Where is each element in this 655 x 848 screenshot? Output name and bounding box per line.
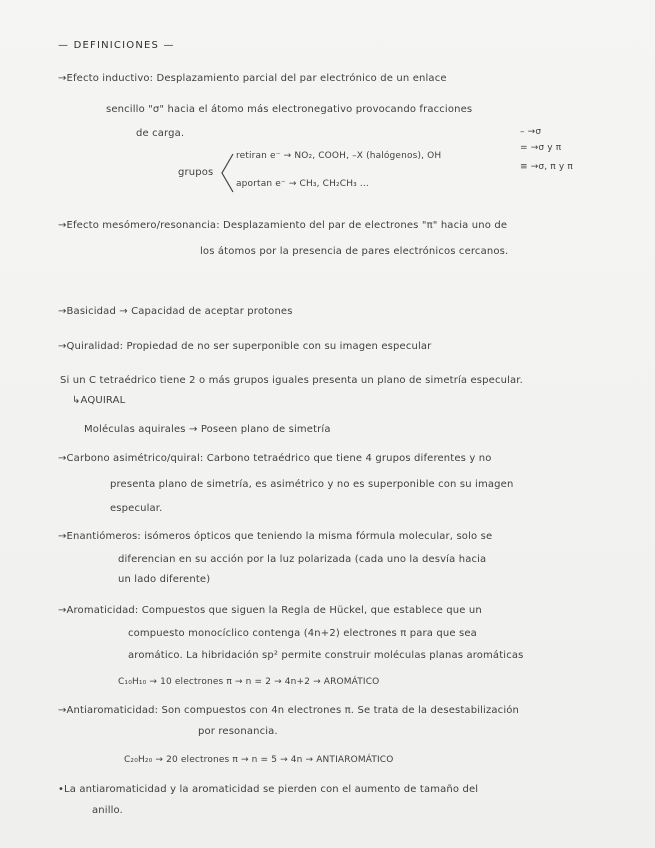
inductivo-margin-2: = →σ y π	[520, 143, 562, 153]
carbono-line-1: →Carbono asimétrico/quiral: Carbono tetraédrico que tiene 4 grupos diferentes y no	[58, 453, 492, 464]
basicidad-definition: →Basicidad → Capacidad de aceptar protones	[58, 306, 293, 317]
brace-icon	[220, 153, 234, 193]
aquiral-line-3: Moléculas aquirales → Poseen plano de simetría	[84, 424, 331, 435]
quiralidad-definition: →Quiralidad: Propiedad de no ser superponible con su imagen especular	[58, 341, 432, 352]
enantiomeros-line-1: →Enantiómeros: isómeros ópticos que teniendo la misma fórmula molecular, solo se	[58, 531, 493, 542]
page-title: — DEFINICIONES —	[58, 40, 175, 51]
inductivo-margin-3: ≡ →σ, π y π	[520, 162, 573, 172]
enantiomeros-line-2: diferencian en su acción por la luz polarizada (cada uno la desvía hacia	[118, 554, 487, 565]
carbono-line-2: presenta plano de simetría, es asimétrico y no es superponible con su imagen	[110, 479, 514, 490]
final-note-line-2: anillo.	[92, 805, 123, 816]
inductivo-line-2: sencillo "σ" hacia el átomo más electronegativo provocando fracciones	[106, 104, 473, 115]
antiaromatico-example: C₂₀H₂₀ → 20 electrones π → n = 5 → 4n → ANTIAROMÁTICO	[124, 755, 394, 765]
inductivo-margin-1: – →σ	[520, 127, 542, 137]
final-note-line-1: •La antiaromaticidad y la aromaticidad se pierden con el aumento de tamaño del	[58, 784, 479, 795]
antiaromaticidad-line-2: por resonancia.	[198, 726, 278, 737]
mesomero-line-1: →Efecto mesómero/resonancia: Desplazamiento del par de electrones "π" hacia uno de	[58, 220, 508, 231]
aquiral-line-2: ↳AQUIRAL	[72, 395, 126, 406]
enantiomeros-line-3: un lado diferente)	[118, 574, 211, 585]
aromatico-example: C₁₀H₁₀ → 10 electrones π → n = 2 → 4n+2 → AROMÁTICO	[118, 677, 380, 687]
aromaticidad-line-2: compuesto monocíclico contenga (4n+2) electrones π para que sea	[128, 628, 477, 639]
antiaromaticidad-line-1: →Antiaromaticidad: Son compuestos con 4n electrones π. Se trata de la desestabilización	[58, 705, 519, 716]
aromaticidad-line-1: →Aromaticidad: Compuestos que siguen la Regla de Hückel, que establece que un	[58, 605, 482, 616]
carbono-line-3: especular.	[110, 503, 163, 514]
mesomero-line-2: los átomos por la presencia de pares electrónicos cercanos.	[200, 246, 509, 257]
aquiral-line-1: Si un C tetraédrico tiene 2 o más grupos iguales presenta un plano de simetría especular.	[60, 375, 523, 386]
groups-label: grupos	[178, 167, 214, 178]
retiran-electrones: retiran e⁻ → NO₂, COOH, –X (halógenos), OH	[236, 151, 442, 161]
inductivo-line-3: de carga.	[136, 128, 185, 139]
aportan-electrones: aportan e⁻ → CH₃, CH₂CH₃ ...	[236, 179, 369, 189]
inductivo-line-1: →Efecto inductivo: Desplazamiento parcial del par electrónico de un enlace	[58, 73, 447, 84]
aromaticidad-line-3: aromático. La hibridación sp² permite construir moléculas planas aromáticas	[128, 650, 524, 661]
